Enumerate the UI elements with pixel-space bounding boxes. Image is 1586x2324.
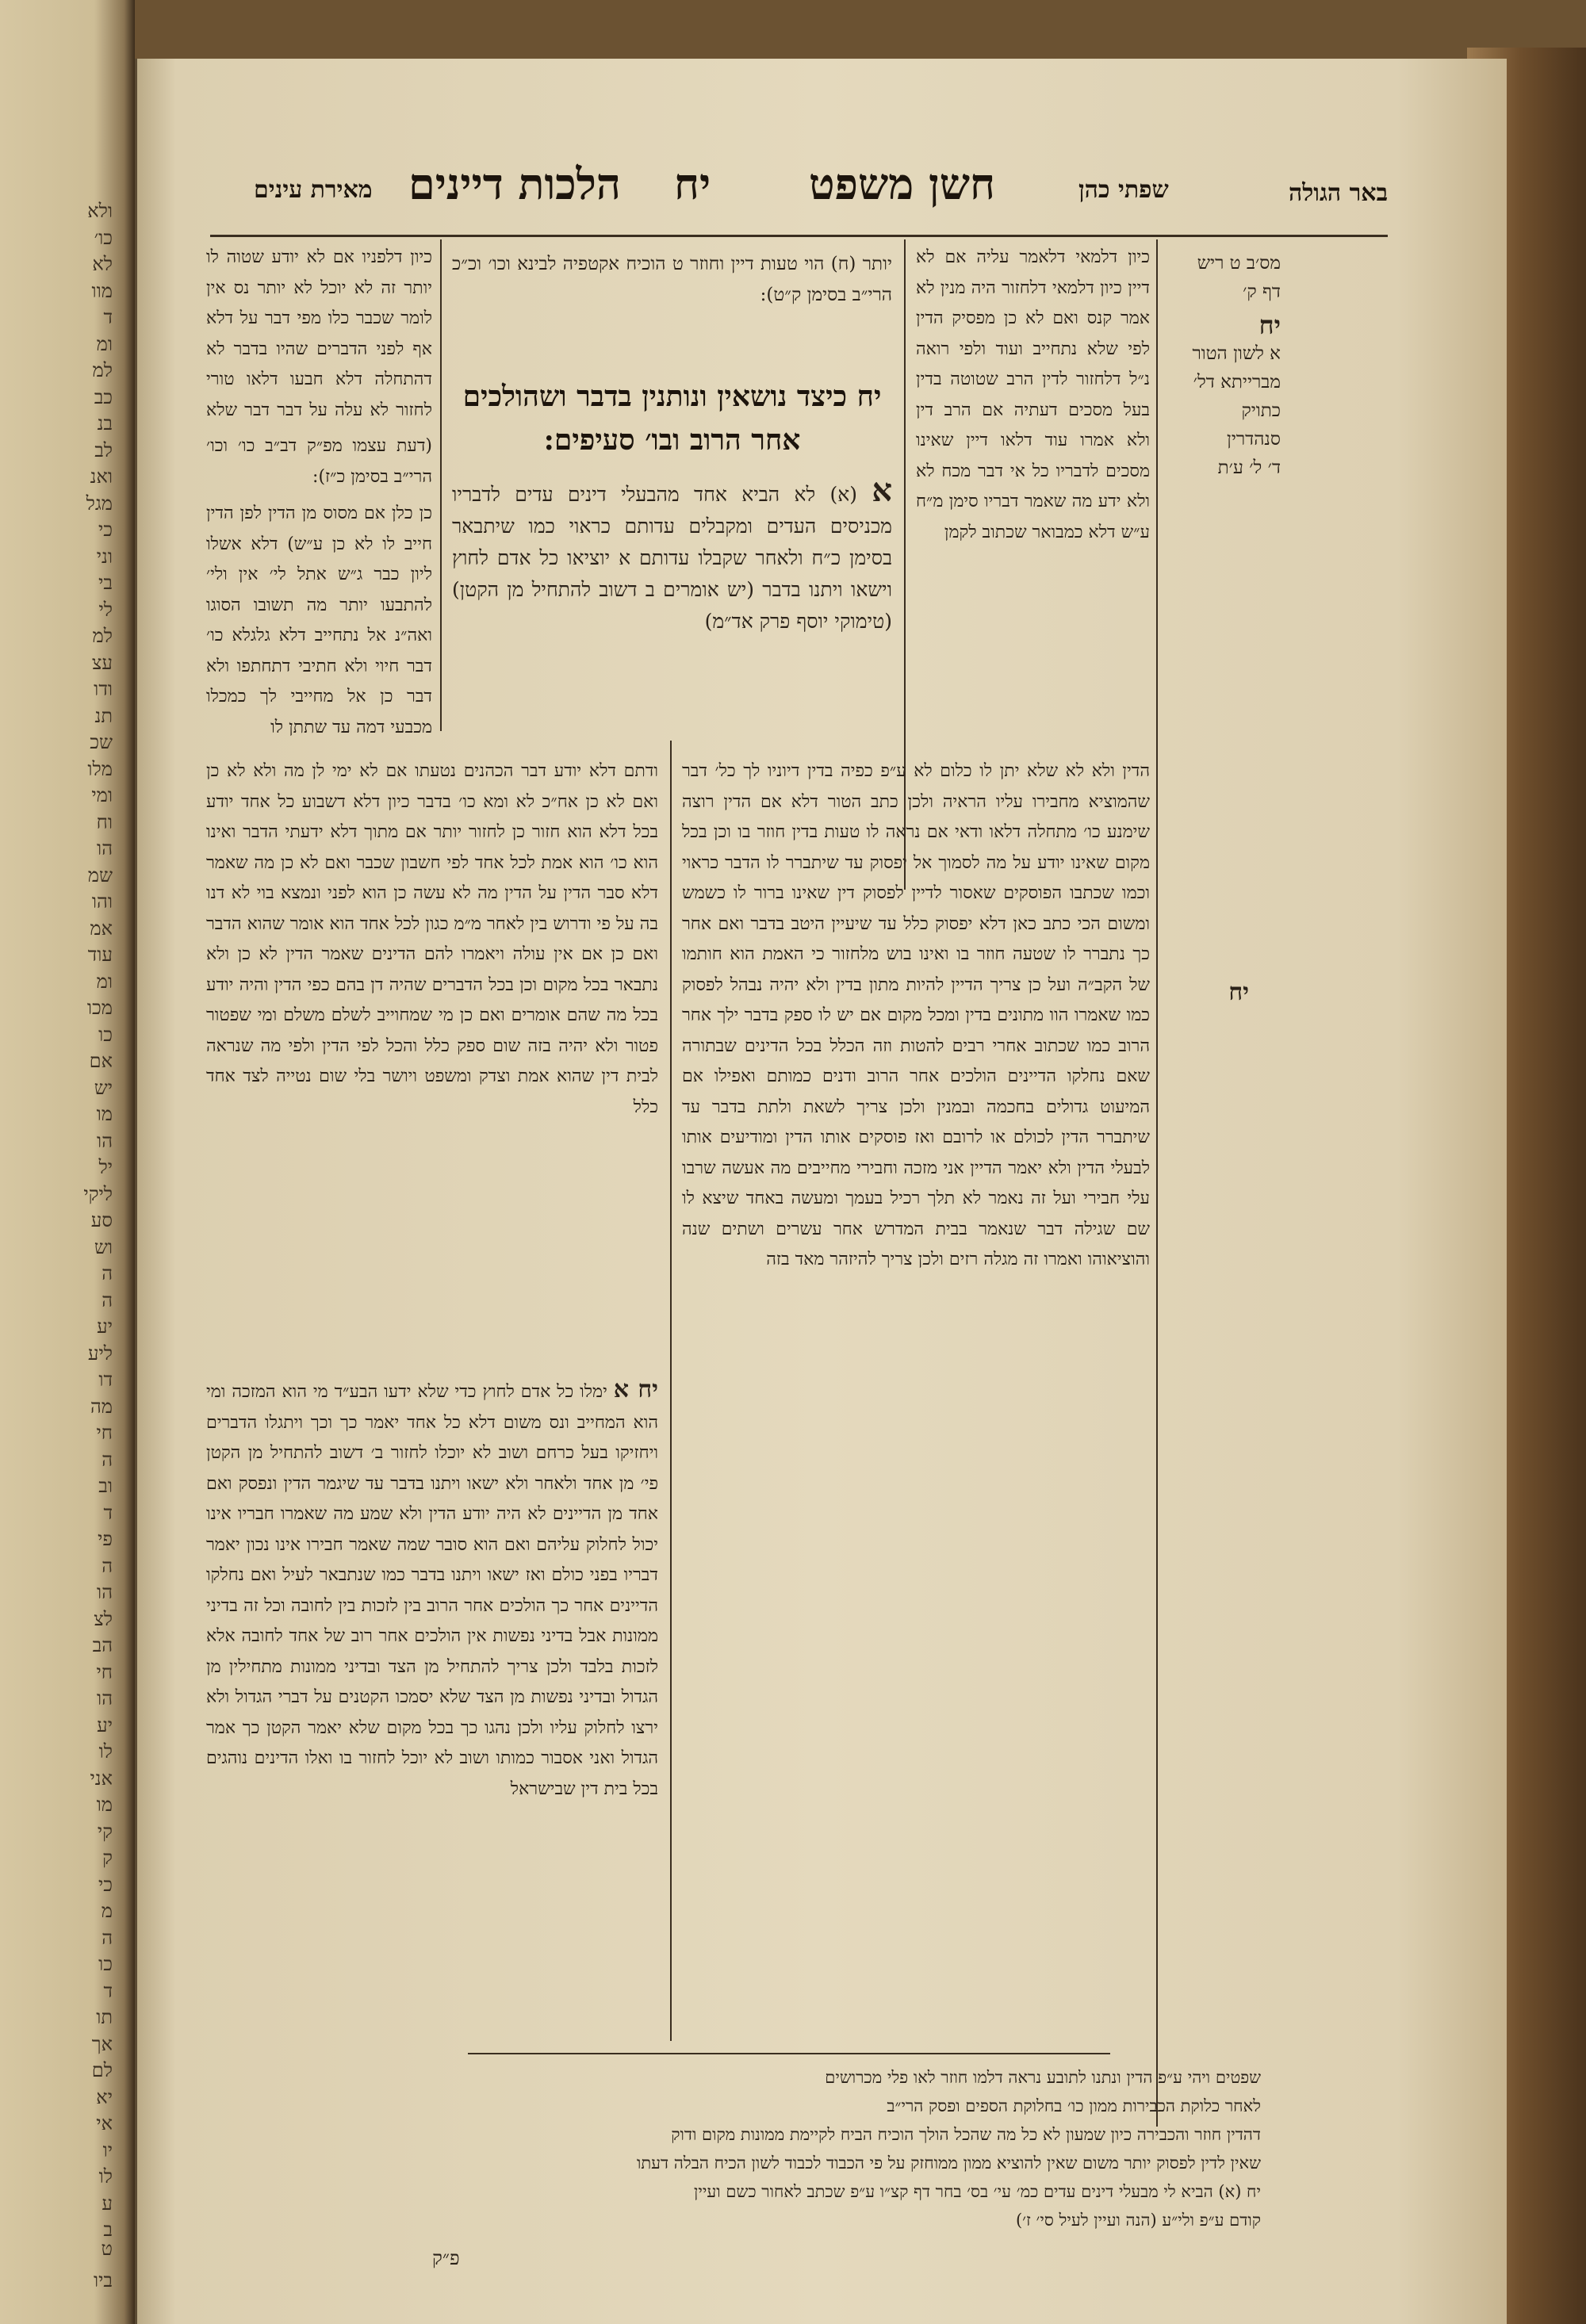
bottom-notes <box>468 2063 1261 2234</box>
left-page-margin-line: לו <box>98 2165 113 2188</box>
left-page-margin-line: חי <box>96 1422 113 1444</box>
bottom-note-line: שפטים ויהי ע״פ הדין ונתנו לתובע נראה דלמו חוזר לאו פלי מכרושים <box>825 2068 1261 2087</box>
left-page-margin-line: וש <box>94 1235 113 1258</box>
left-page-margin-line: קי <box>97 1820 113 1843</box>
side-note-line: כתויק <box>1241 400 1281 421</box>
left-page-margin-line: ה <box>102 1288 113 1311</box>
footnote-rule <box>468 2053 1110 2054</box>
left-page-margin-line: דו <box>98 1369 113 1391</box>
left-page-margin-line: הו <box>97 837 113 860</box>
left-page-margin-line: ה <box>102 1554 113 1577</box>
left-page-margin-line: ומ <box>96 332 113 355</box>
left-page-margin-line: אמ <box>90 917 113 940</box>
siman-title-line1: כיצד נושאין ונותנין בדבר ושהולכים <box>462 380 848 413</box>
header-siftei-cohen: שפתי כהן <box>1078 176 1169 204</box>
left-page-margin-line: סע <box>90 1209 113 1231</box>
header-section: הלכות דיינים <box>408 159 621 209</box>
side-note-line: סנהדרין <box>1226 429 1281 450</box>
lower-left-section <box>206 1375 658 2041</box>
left-page-margin-line: ד <box>103 1979 113 2002</box>
meirat-mid-column: כן כלן אם מסוס מן הדין לפן הדין חייב לו לא כן ע״ש) דלא אשלו ליון כבר ג״ש אתל לי׳ אין ולי׳ להתבעו יותר מה תשובו הסוגו ואה״נ אל נתחייב דלא גלגלא כו׳ דבר חיוי ולא חתיבי דתחתפו ולא דבר כן אל מחייבי לך כמכלו מכבעי דמה עד שתתן לו <box>206 503 432 737</box>
left-page-margin-line: מה <box>90 1395 113 1418</box>
left-page-margin-line: אי <box>96 2112 113 2134</box>
left-page-margin-line: למ <box>92 625 113 647</box>
left-page-margin-line: יש <box>94 1076 113 1099</box>
bottom-note-line: קודם ע״פ ולי״ע (הנה ועיין לעיל סי׳ ז׳) <box>1015 2211 1261 2230</box>
left-page-margin-line: אני <box>90 1767 113 1790</box>
seif-a-text: (א) לא הביא אחד מהבעלי דינים עדים לדבריו מכניסים העדים ומקבלים עדותם כראוי כמו שיתבאר בסימן כ״ח ולאחר שקבלו עדותם א יוציאו כל אדם לחוץ וישאו ויתנו בדבר (יש אומרים ב דשוב להתחיל מן הקטן) (טימוקי יוסף פרק אד״מ) <box>452 483 892 633</box>
left-page-margin-line: לא <box>92 253 113 275</box>
left-page-bottom-1: ט <box>101 2238 113 2260</box>
left-page-margin-line: שכ <box>90 731 113 753</box>
shach-top-column: כיון דלמאי דלאמר עליה אם לא דיין כיון דלמאי דלחזור היה מנין לא אמר קנס ואם לא כן מפסיק הדין לפי שלא נתחייב ועוד ולפי רואה נ״ל דלחזור לדין הרב שטוטה בדין בעל מסכים דעתיה אם הרב דין ולא אמרו עוד דלאו דיין שאינו מסכים לדבריו כל אי דבר מכח לא ולא ידע מה שאמר דבריו סימן מ״ח ע״ש דלא כמבואר שכתוב לקמן <box>916 247 1150 542</box>
siman-title-line2: אחר הרוב ובו׳ סעיפים: <box>543 423 801 457</box>
side-note-line: דף ק׳ <box>1243 281 1281 302</box>
side-note-line: א לשון הטור <box>1192 343 1281 364</box>
left-page-margin-line: ודו <box>94 678 113 700</box>
left-page-margin-line: ד <box>103 1501 113 1524</box>
left-page-margin-line: וח <box>96 810 113 833</box>
header-rule <box>210 235 1388 237</box>
left-page-margin-line: הו <box>97 1581 113 1603</box>
bottom-note-line: לאחר כלוקת הכבירות ממון כו׳ בחלוקת הספים ופסק הרי״ב <box>887 2096 1261 2115</box>
lower-seif-label: יח א <box>613 1376 658 1403</box>
body-right-column: הדין ולא לא שלא יתן לו כלום לא ע״פ כפיה בדין דיוניו לך כל׳ דבר שהמוציא מחבירו עליו הראיה ולכן כתב הטור דלא אם הדין רוצה שימנע כו׳ מתחלה דלאו ודאי אם נראה לו טעות בדין חוזר בו וכן בכל מקום שאינו יודע על מה לסמוך אל יפסוק עד שיתברר לו הדבר כראוי וכמו שכתבו הפוסקים שאסור לדיין לפסוק דין שאינו ברור לו כשמש ומשום הכי כתב כאן דלא יפסוק כלל עד שיעיין היטב בדבר ואם אחר כך נתברר לו שטעה חוזר בו ואינו בוש מלחזור כי האמת הוא חותמו של הקב״ה ועל כן צריך הדיין להיות מתון בדין ולא יהיה נבהל לפסוק כמו שאמרו הוו מתונים בדין ומכל מקום אם יש לו ספק בדבר ילך אחר הרוב כמו שכתוב אחרי רבים להטות וזה הכלל בכל הדינים שבתורה שאם נחלקו הדיינים הולכים אחר הרוב ודנים כמותם ואפילו אם המיעוט גדולים בחכמה ובמנין ולכן צריך לשאת ולתת בדבר עד שיתברר הדין לכולם או לרובם ואז פוסקים אותו הדין ומודיעים אותו לבעלי הדין ולא יאמר הדיין אני מזכה וחבירי מחייבים מה אעשה שרבו עלי חבירי ועל זה נאמר לא תלך רכיל בעמך ומעשה באחד שיצא לו שם שגילה דבר שנאמר בבית המדרש אחר עשרים ושתים שנה והוציאוהו ואמרו זה מגלה רזים ולכן צריך להיזהר מאד בזה <box>682 761 1150 1269</box>
left-page-margin-line: תו <box>96 2006 113 2028</box>
left-page-margin-line: כי <box>98 519 113 541</box>
left-page-margin-line: מ <box>101 1900 113 1922</box>
left-page-margin-line: ק <box>102 1847 113 1869</box>
left-page-margin-line: ה <box>102 1262 113 1285</box>
left-page-margin-line: כו <box>98 1023 113 1046</box>
left-page-margin-line: לב <box>94 438 113 461</box>
left-page-margin-line: ה <box>102 1448 113 1471</box>
left-page-margin-line: הו <box>97 1129 113 1152</box>
left-page-edge <box>0 0 135 2324</box>
siman-number: יח <box>856 380 882 413</box>
bottom-note-line: שאין לדין לפסוק יותר משום שאין להוציא ממון ממוחזק על פי הכבוד לכבוד לשון הכיח הבלה דעתו <box>636 2154 1261 2173</box>
column-rule-left <box>440 239 442 731</box>
left-page-margin-line: ומ <box>96 970 113 993</box>
left-page-margin-line: כו׳ <box>94 226 113 249</box>
left-page-margin-line: יא <box>96 2085 113 2108</box>
left-page-margin-line: עצ <box>91 651 113 674</box>
side-note-line: מברייתא דל׳ <box>1193 372 1281 392</box>
left-page-margin-line: בי <box>98 572 113 594</box>
bottom-note-line: דהדין חוזר והכבירה כיון שמעון לא כל מה שהכל הולך הוכיח הביח לקיימת ממונות מקום ודוק <box>671 2125 1261 2144</box>
left-page-margin-line: וני <box>96 545 113 568</box>
left-page-margin-line: אך <box>91 2032 113 2055</box>
seif-letter: א <box>872 475 892 509</box>
left-page-margin-line: לצ <box>94 1607 113 1630</box>
left-page-margin-line: יל <box>98 1156 113 1178</box>
page-gutter <box>135 59 137 2324</box>
left-page-margin-line: יע <box>97 1713 113 1736</box>
meirat-top-column: כיון דלפניו אם לא יודע שטוה לו יותר זה לא יוכל לא יותר נס אין לומר שכבר כלו מפי דבר על דלא אף לפני הדברים שהיו בדבר לא דהתחלה דלא חבעו דלאו טורי לחזור לא עלה על דבר דבר שלא <box>206 247 432 420</box>
side-column-rule <box>1156 239 1158 2127</box>
lower-seif-text: ימלו כל אדם לחוץ כדי שלא ידעו הבע״ד מי הוא המזכה ומי הוא המחייב ונס משום דלא כל אחד יאמר כך וכך ויתגלו הדברים ויחזיקו בעל כרחם ושוב לא יוכלו לחזור ב׳ דשוב להתחיל מן הקטן פי׳ מן אחד ולאחר ולא ישאו ויתנו בדבר עד שיגמר הדין ונפסק ואם אחד מן הדיינים לא היה יודע הדין ולא שמע מה שאמרו חבריו אינו יכול לחלוק עליהם ואם הוא סובר שמה שאמר חבירו אינו נכון יאמר דבריו בפני כולם ואז ישאו ויתנו בדבר כמו שנתבאר לעיל ואם נחלקו הדיינים אחר כך הולכים אחר הרוב בין לזכות בין לחובה וכל זה בדיני ממונות אבל בדיני נפשות אין הולכים אחר רוב של אחד לחובה אלא לזכות בלבד ולכן צריך להתחיל מן הצד ובדיני ממונות מתחילין מן הגדול ובדיני נפשות מן הצד שלא יסמכו הקטנים על דברי הגדול ולא ירצו לחלוק עליו ולכן נהגו כך בכל מקום שלא יאמר הקטן כך אמר הגדול ואני אסבור כמותו ושוב לא יוכל לחזור בו ואלו הדינים נוהגים בכל בית דין שבישראל <box>206 1382 658 1799</box>
siman-title <box>452 376 892 417</box>
page-signature: פ״ק <box>432 2247 460 2269</box>
left-page-margin-line: מו <box>96 1794 113 1816</box>
left-page-margin-line: הב <box>92 1634 113 1656</box>
left-page-margin-line: פי <box>98 1528 113 1550</box>
left-page-margin-line: תנ <box>94 704 113 727</box>
left-page-margin-line: שמ <box>87 863 113 886</box>
left-page-margin-line: ה <box>102 1926 113 1949</box>
left-page-margin-line: ליקי <box>83 1182 113 1205</box>
left-page-margin-line: ב <box>103 2219 113 2241</box>
left-page-bottom-2: ביו <box>94 2269 113 2291</box>
left-page-margin-line: יו <box>102 2138 113 2161</box>
left-page-margin-line: אם <box>89 1050 113 1072</box>
side-mark: יח <box>1228 978 1249 1006</box>
left-page-margin-line: הו <box>97 1687 113 1709</box>
side-note-line: ד׳ ל׳ ע׳ת <box>1217 458 1281 478</box>
body-left-column: ודתם דלא יודע דבר הכהנים נטעתו אם לא ימי לן מה ולא לא כן ואם לא כן אח״כ לא ומא כו׳ בדבר כיון דלא דשבוע כל אחד יודע בכל דלא הוא חזור כן לחזור יותר אם מתוך דלא ידעתי הדבר ואינו הוא כו׳ הוא אמת לכל אחד לפי חשבון שכבר ואם לא כן מה שאמר דלא סבר הדין על הדין מה לא עשה כן הוא לפני ונמצא בוי לא דנו בה על פי ודרוש בין לאחר מ״מ כגון לכל אחד הוא אומר שהוא הדבר ואם כן אם אין עולה ויאמרו להם הדינים שאמר הדין לא כן ולא נתבאר בכל מקום וכן בכל הדברים שהיה דן בהם כפי הדין והיה יודע בכל מה שהם אומרים ואם כן מי שמחוייב לשלם משלם ומי שפטור פטור ולא יהיה בזה שום ספק כלל והכל לפי הדין ולפי מה שנראה לבית דין שהוא אמת וצדק ומשפט ויושר בלי שום נטייה לצד אחד כלל <box>206 761 658 1117</box>
left-page-margin-line: מלו <box>87 757 113 780</box>
header-meirat-einayim: מאירת עינים <box>254 176 373 204</box>
left-page-margin-line: ע <box>102 2192 113 2215</box>
header-title: חשן משפט <box>809 159 995 209</box>
left-page-margin-line: כב <box>94 385 113 408</box>
left-page-margin-line: למ <box>92 359 113 381</box>
header-page-number: יח <box>674 159 711 209</box>
book-page <box>135 59 1507 2324</box>
left-page-margin-line: לו <box>98 1740 113 1763</box>
left-page-margin-line: חי <box>96 1660 113 1683</box>
left-page-margin-line: לי <box>98 598 113 621</box>
side-notes <box>1178 249 1281 482</box>
meirat-top-note: (דעת עצמו מפ״ק דב״ב כו׳ וכו׳ הרי״ב בסימן כ״ז): <box>206 436 432 487</box>
side-note-letter: יח <box>1258 310 1281 340</box>
left-page-margin-line: כו <box>98 1953 113 1975</box>
left-page-margin-line: וב <box>98 1475 113 1497</box>
bottom-note-line: יח (א) הביא לי מבעלי דינים עדים כמ׳ עי׳ בס׳ בחר דף קצ״ו ע״פ שכתב לאחור כשם ועיין <box>694 2182 1261 2201</box>
left-page-margin-line: ומי <box>91 784 113 806</box>
left-page-margin-line: ולא <box>87 200 113 222</box>
left-page-margin-line: עוד <box>87 944 113 966</box>
header-beer-hagolah: באר הגולה <box>1289 179 1389 207</box>
main-top-note: יותר (ח) הוי טעות דיין וחוזר ט הוכיח אקטפיה לבינא וכו׳ וכ״כ הרי״ב בסימן ק״ט): <box>452 254 892 305</box>
left-page-margin-line: והו <box>91 890 113 913</box>
main-seif-a <box>452 475 892 729</box>
left-page-margin-line: מו <box>96 1103 113 1125</box>
body-column-rule <box>670 741 672 2041</box>
left-page-margin-line: בנ <box>97 412 113 435</box>
left-page-margin-line: לם <box>91 2059 113 2081</box>
left-page-margin-line: מגל <box>86 492 113 515</box>
left-page-margin-line: ואנ <box>90 465 113 488</box>
left-page-margin-line: מכו <box>86 997 113 1019</box>
left-page-margin-line: יע <box>97 1315 113 1338</box>
left-page-margin-line: ד <box>103 306 113 328</box>
left-page-margin-line: כי <box>98 1873 113 1896</box>
left-page-margin-line: מוו <box>91 279 113 302</box>
left-page-margin-line: ליע <box>87 1342 113 1365</box>
side-note-line: מס׳ב ט ריש <box>1197 253 1281 274</box>
